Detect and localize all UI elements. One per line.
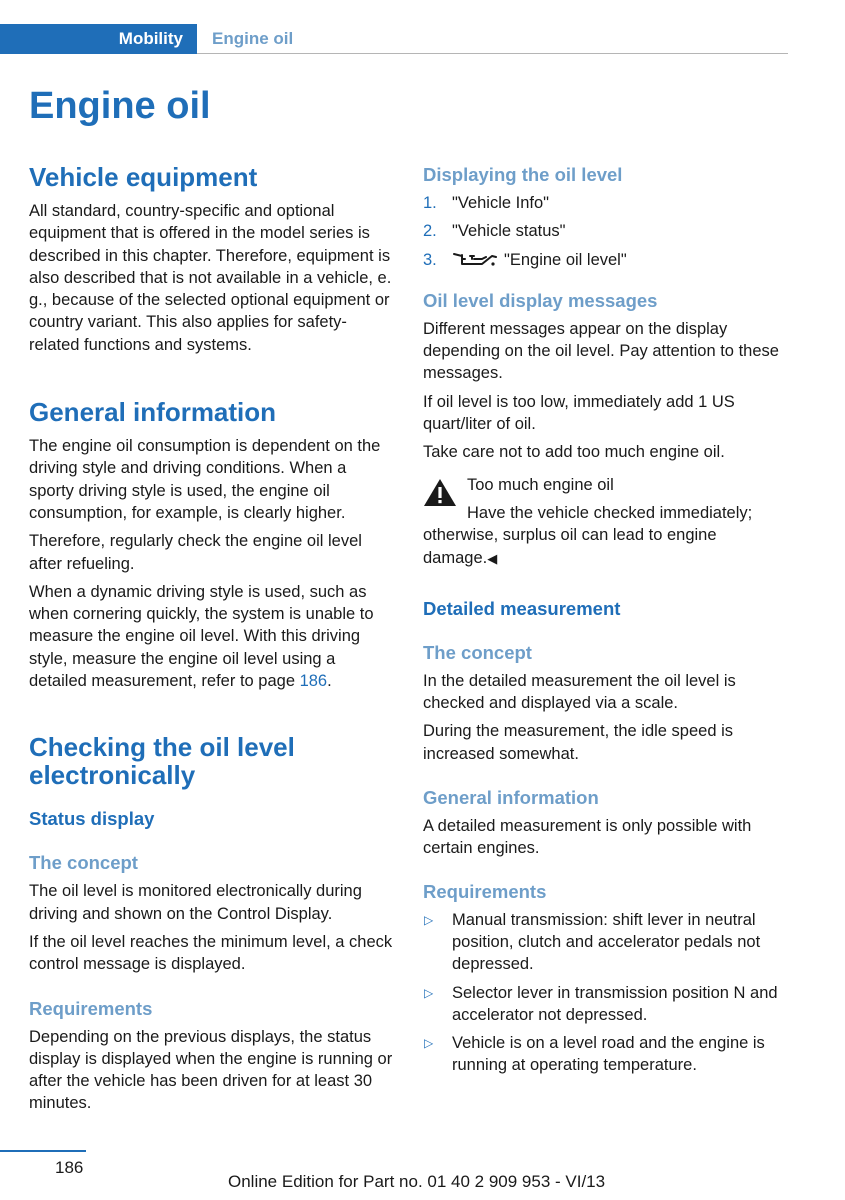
requirements-text: Depending on the previous displays, the status display is displayed when the engine is running or after the vehicle has been driven for at least 30 minutes. xyxy=(29,1027,393,1113)
detailed-concept-p1: In the detailed measurement the oil level is checked and displayed via a scale. xyxy=(423,671,736,713)
warning-triangle-icon xyxy=(423,477,457,514)
heading-concept: The concept xyxy=(29,852,138,874)
step-number: 2. xyxy=(423,222,437,241)
general-info-p3-end: . xyxy=(327,672,332,691)
warning-text-body: Have the vehicle checked immediately; otherwise, surplus oil can lead to engine damage. xyxy=(423,503,753,567)
page-title: Engine oil xyxy=(29,85,211,127)
general-info-p3 xyxy=(29,581,395,692)
heading-vehicle-equipment: Vehicle equipment xyxy=(29,162,258,192)
list-item xyxy=(423,982,786,1027)
header-section-tab: Mobility xyxy=(0,24,197,54)
heading-general-information: General information xyxy=(29,397,277,428)
step-number: 1. xyxy=(423,194,437,212)
page-number: 186 xyxy=(55,1158,84,1177)
heading-detailed-concept: The concept xyxy=(423,641,532,663)
right-column xyxy=(423,160,786,1083)
heading-detailed-measurement: Detailed measurement xyxy=(423,597,621,619)
general-info-p2: Therefore, regularly check the engine oil level after refueling. xyxy=(29,532,362,573)
step-item xyxy=(423,249,786,274)
list-item xyxy=(423,909,786,976)
concept-p1: The oil level is monitored electronically during driving and shown on the Control Display. xyxy=(29,882,362,923)
step-text: "Vehicle Info" xyxy=(452,194,550,212)
messages-p3: Take care not to add too much engine oil. xyxy=(423,443,725,462)
left-column xyxy=(29,160,395,1115)
heading-checking-oil-level: Checking the oil level electronically xyxy=(29,732,295,791)
general-info-p1: The engine oil consumption is dependent on the driving style and driving conditions. When a sporty driving style is used, the engine oil consumption, for example, is clearly higher. xyxy=(29,437,381,522)
header-subsection: Engine oil xyxy=(212,29,294,48)
messages-p2: If oil level is too low, immediately add 1 US quart/liter of oil. xyxy=(423,392,735,434)
concept-p2: If the oil level reaches the minimum level, a check control message is displayed. xyxy=(29,932,393,974)
warning-box xyxy=(423,474,786,570)
heading-requirements: Requirements xyxy=(29,997,153,1019)
list-item-text: Vehicle is on a level road and the engine is running at operating temperature. xyxy=(452,1034,765,1075)
general-info-p3-text: When a dynamic driving style is used, such as when cornering quickly, the system is unable to measure the engine oil level. With this driving style, measure the engine oil level using a detailed measurement, refer to page xyxy=(29,582,374,691)
warning-title: Too much engine oil xyxy=(467,475,614,494)
heading-displaying-oil-level: Displaying the oil level xyxy=(423,164,623,185)
heading-detailed-requirements: Requirements xyxy=(423,880,547,902)
step-text: "Vehicle status" xyxy=(452,222,566,241)
footer-rule xyxy=(0,1150,86,1152)
detailed-general-text: A detailed measurement is only possible with certain engines. xyxy=(423,817,752,858)
end-mark: ◀ xyxy=(487,550,498,566)
list-item xyxy=(423,1032,786,1077)
heading-detailed-general-info: General information xyxy=(423,787,599,809)
page-reference-link[interactable]: 186 xyxy=(299,672,328,691)
footer-edition: Online Edition for Part no. 01 40 2 909 953 - VI/13 xyxy=(228,1172,606,1191)
step-item xyxy=(423,220,786,242)
messages-p1: Different messages appear on the display depending on the oil level. Pay attention to these messages. xyxy=(423,319,779,383)
step-number: 3. xyxy=(423,250,437,269)
warning-text xyxy=(423,502,786,570)
oil-can-icon xyxy=(452,251,498,274)
heading-oil-level-messages: Oil level display messages xyxy=(423,289,658,311)
heading-status-display: Status display xyxy=(29,808,155,830)
detailed-concept-p2: During the measurement, the idle speed is increased somewhat. xyxy=(423,722,734,763)
header-rule xyxy=(197,53,788,54)
list-item-text: Manual transmission: shift lever in neutral position, clutch and accelerator pedals not depressed. xyxy=(452,910,761,974)
vehicle-equipment-text: All standard, country-specific and optional equipment that is offered in the model series is described in this chapter. Therefore, equipment is also described that is not available in a vehicle, e. g., because of the selected optional equipment or country variant. This also applies for safety-related functions and systems. xyxy=(29,202,392,354)
bullet-triangle-icon: ▷ xyxy=(424,1036,434,1051)
steps-list xyxy=(423,192,786,274)
bullet-triangle-icon: ▷ xyxy=(424,912,434,927)
page-header xyxy=(0,24,788,54)
list-item-text: Selector lever in transmission position N and accelerator not depressed. xyxy=(452,983,778,1024)
bullet-triangle-icon: ▷ xyxy=(424,985,434,1000)
requirements-list xyxy=(423,909,786,1077)
step-text: "Engine oil level" xyxy=(504,250,627,269)
step-item xyxy=(423,192,786,214)
